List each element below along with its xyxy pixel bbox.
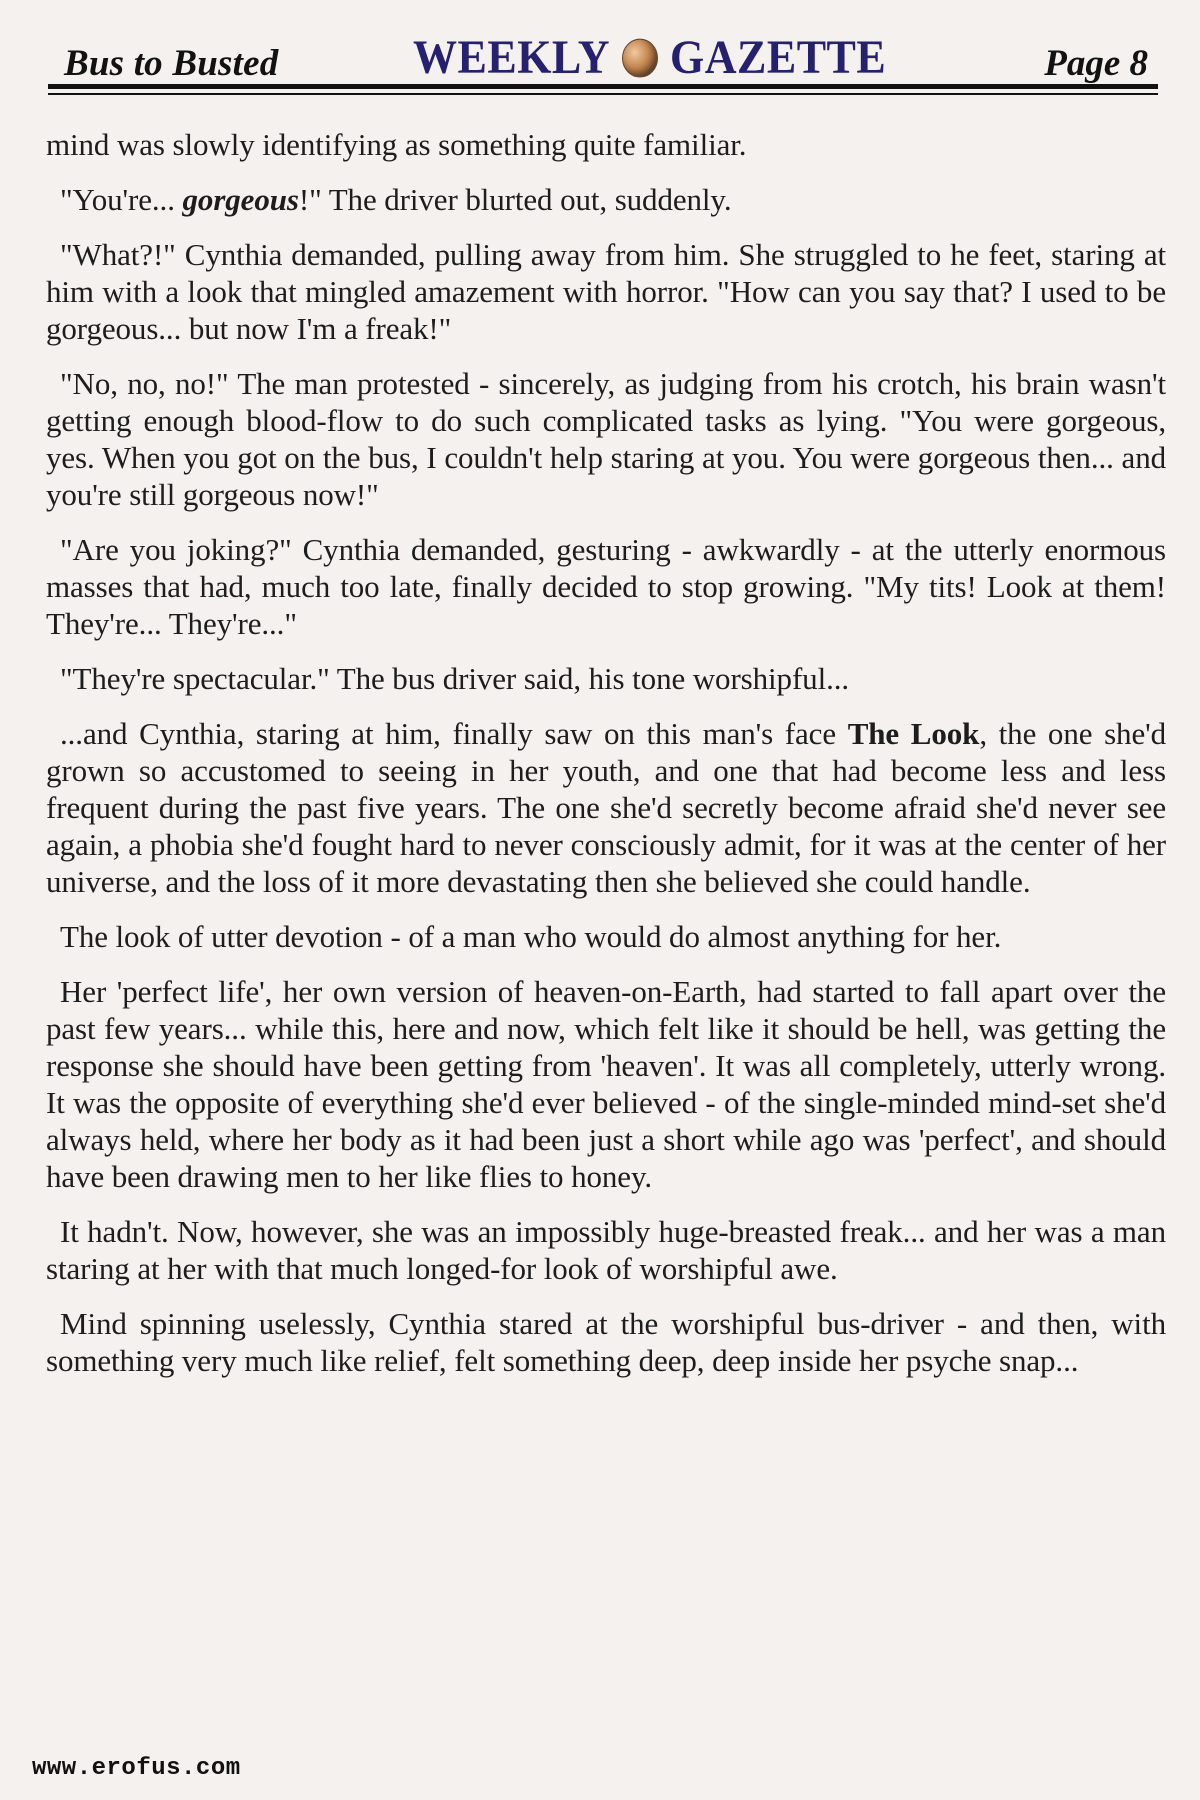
paragraph-10	[46, 1213, 1166, 1287]
publication-title-left: WEEKLY	[413, 31, 611, 84]
page-header	[48, 30, 1158, 100]
paragraph-text: "No, no, no!" The man protested - sincerely, as judging from his crotch, his brain wasn't getting enough blood-flow to do such complicated tasks as lying. "You were gorgeous, yes. When you got on the bus, I couldn't help staring at you. You were gorgeous then... and you're still gorgeous now!"	[46, 366, 1166, 512]
paragraph-6	[46, 660, 1166, 697]
paragraph-text-after: , the one she'd grown so accustomed to seeing in her youth, and one that had become less and less frequent during the past five years. The one she'd secretly become afraid she'd never see again, a phobia she'd fought hard to never consciously admit, for it was at the center of her universe, and the loss of it more devastating then she believed she could handle.	[46, 716, 1167, 899]
strong-phrase: The Look	[847, 716, 980, 751]
article-body	[46, 126, 1166, 1397]
paragraph-7	[46, 715, 1166, 900]
paragraph-1	[46, 126, 1166, 163]
paragraph-9	[46, 973, 1166, 1195]
story-title: Bus to Busted	[64, 43, 279, 84]
globe-icon	[622, 38, 658, 77]
paragraph-4	[46, 365, 1166, 513]
header-rule-thin	[48, 93, 1158, 95]
publication-title-right: GAZETTE	[670, 31, 887, 84]
paragraph-8	[46, 918, 1166, 955]
paragraph-text-before: "You're...	[60, 182, 183, 217]
paragraph-2	[46, 181, 1166, 218]
paragraph-text-after: !" The driver blurted out, suddenly.	[298, 182, 732, 217]
paragraph-text: Mind spinning uselessly, Cynthia stared at the worshipful bus-driver - and then, with something very much like relief, felt something deep, deep inside her psyche snap...	[46, 1306, 1166, 1378]
paragraph-text: Her 'perfect life', her own version of heaven-on-Earth, had started to fall apart over the past few years... while this, here and now, which felt like it should be hell, was getting the response she should have been getting from 'heaven'. It was all completely, utterly wrong. It was the opposite of everything she'd ever believed - of the single-minded mind-set she'd always held, where her body as it had been just a short while ago was 'perfect', and should have been drawing men to her like flies to honey.	[46, 974, 1166, 1194]
paragraph-text: "They're spectacular." The bus driver said, his tone worshipful...	[60, 661, 850, 696]
paragraph-text: mind was slowly identifying as something quite familiar.	[46, 127, 747, 162]
emphasized-word: gorgeous	[182, 182, 299, 217]
watermark: www.erofus.com	[32, 1755, 241, 1782]
publication-title	[413, 30, 886, 85]
paragraph-5	[46, 531, 1166, 642]
paragraph-text: It hadn't. Now, however, she was an impossibly huge-breasted freak... and her was a man staring at her with that much longed-for look of worshipful awe.	[46, 1214, 1166, 1286]
paragraph-11	[46, 1305, 1166, 1379]
paragraph-text: The look of utter devotion - of a man who would do almost anything for her.	[60, 919, 1002, 954]
paragraph-text: "Are you joking?" Cynthia demanded, gesturing - awkwardly - at the utterly enormous masses that had, much too late, finally decided to stop growing. "My tits! Look at them! They're... They're..."	[46, 532, 1166, 641]
paragraph-text: "What?!" Cynthia demanded, pulling away from him. She struggled to he feet, staring at him with a look that mingled amazement with horror. "How can you say that? I used to be gorgeous... but now I'm a freak!"	[46, 237, 1166, 346]
header-rule-thick	[48, 84, 1158, 89]
page-number: Page 8	[1044, 43, 1148, 84]
paragraph-3	[46, 236, 1166, 347]
paragraph-text-before: ...and Cynthia, staring at him, finally saw on this man's face	[60, 716, 848, 751]
